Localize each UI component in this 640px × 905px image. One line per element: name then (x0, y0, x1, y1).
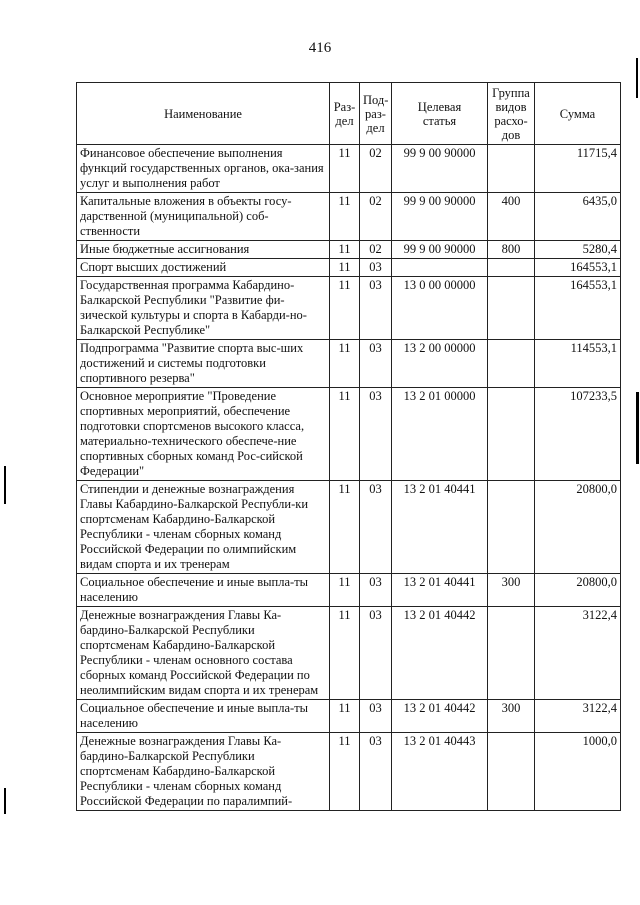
cell-summa: 164553,1 (535, 259, 621, 277)
cell-summa: 164553,1 (535, 277, 621, 340)
cell-podrazdel: 03 (360, 388, 392, 481)
cell-razdel: 11 (330, 241, 360, 259)
cell-razdel: 11 (330, 574, 360, 607)
cell-vid (488, 259, 535, 277)
cell-vid: 400 (488, 193, 535, 241)
cell-razdel: 11 (330, 340, 360, 388)
cell-summa: 20800,0 (535, 574, 621, 607)
cell-podrazdel: 02 (360, 145, 392, 193)
header-vid: Группа видов расхо- дов (488, 83, 535, 145)
cell-name: Государственная программа Кабардино-Балкарской Республики "Развитие фи-зической культуры и спорта в Кабарди-но-Балкарской Республике" (77, 277, 330, 340)
cell-razdel: 11 (330, 607, 360, 700)
table-row (77, 733, 621, 811)
table-row (77, 259, 621, 277)
cell-vid (488, 277, 535, 340)
cell-summa: 5280,4 (535, 241, 621, 259)
cell-summa: 20800,0 (535, 481, 621, 574)
cell-name: Социальное обеспечение и иные выпла-ты населению (77, 700, 330, 733)
cell-summa: 1000,0 (535, 733, 621, 811)
table-row (77, 193, 621, 241)
cell-vid (488, 607, 535, 700)
table-row (77, 340, 621, 388)
cell-summa: 107233,5 (535, 388, 621, 481)
cell-name: Подпрограмма "Развитие спорта выс-ших достижений и системы подготовки спортивного резерва" (77, 340, 330, 388)
cell-statya: 13 2 00 00000 (392, 340, 488, 388)
scan-artifact-top-right (636, 58, 638, 98)
cell-podrazdel: 02 (360, 193, 392, 241)
cell-name: Социальное обеспечение и иные выпла-ты населению (77, 574, 330, 607)
cell-statya: 13 2 01 40441 (392, 481, 488, 574)
cell-vid (488, 481, 535, 574)
header-summa: Сумма (535, 83, 621, 145)
scan-artifact-left-bottom (4, 788, 6, 814)
table-row (77, 481, 621, 574)
table-row (77, 607, 621, 700)
cell-summa: 6435,0 (535, 193, 621, 241)
cell-vid (488, 388, 535, 481)
scan-artifact-left (4, 466, 6, 504)
cell-statya: 13 2 01 40441 (392, 574, 488, 607)
cell-summa: 3122,4 (535, 607, 621, 700)
cell-vid: 300 (488, 700, 535, 733)
cell-razdel: 11 (330, 145, 360, 193)
cell-name: Денежные вознаграждения Главы Ка-бардино-Балкарской Республики спортсменам Кабардино-Балкарской Республики - членам сборных команд Российской Федерации по паралимпий- (77, 733, 330, 811)
cell-podrazdel: 02 (360, 241, 392, 259)
cell-statya: 99 9 00 90000 (392, 193, 488, 241)
cell-podrazdel: 03 (360, 340, 392, 388)
cell-razdel: 11 (330, 733, 360, 811)
cell-vid (488, 733, 535, 811)
cell-razdel: 11 (330, 259, 360, 277)
cell-name: Капитальные вложения в объекты госу-дарственной (муниципальной) соб-ственности (77, 193, 330, 241)
cell-statya (392, 259, 488, 277)
cell-statya: 13 2 01 00000 (392, 388, 488, 481)
table-header (77, 83, 621, 145)
cell-statya: 13 0 00 00000 (392, 277, 488, 340)
cell-statya: 99 9 00 90000 (392, 145, 488, 193)
cell-vid (488, 145, 535, 193)
header-row (77, 83, 621, 145)
cell-summa: 3122,4 (535, 700, 621, 733)
cell-statya: 13 2 01 40443 (392, 733, 488, 811)
cell-statya: 13 2 01 40442 (392, 700, 488, 733)
cell-podrazdel: 03 (360, 700, 392, 733)
table-row (77, 241, 621, 259)
header-razdel: Раз- дел (330, 83, 360, 145)
cell-statya: 99 9 00 90000 (392, 241, 488, 259)
table-row (77, 574, 621, 607)
budget-table (76, 82, 621, 811)
cell-name: Иные бюджетные ассигнования (77, 241, 330, 259)
cell-name: Денежные вознаграждения Главы Ка-бардино-Балкарской Республики спортсменам Кабардино-Балкарской Республики - членам основного состава сборных команд Российской Федерации по неолимпийским видам спорта и их тренерам (77, 607, 330, 700)
cell-summa: 11715,4 (535, 145, 621, 193)
cell-podrazdel: 03 (360, 259, 392, 277)
table-row (77, 388, 621, 481)
cell-summa: 114553,1 (535, 340, 621, 388)
cell-podrazdel: 03 (360, 607, 392, 700)
cell-razdel: 11 (330, 481, 360, 574)
table-body (77, 145, 621, 811)
table-row (77, 145, 621, 193)
page-number: 416 (308, 40, 332, 56)
cell-razdel: 11 (330, 277, 360, 340)
header-name: Наименование (77, 83, 330, 145)
cell-vid: 800 (488, 241, 535, 259)
cell-razdel: 11 (330, 700, 360, 733)
cell-name: Спорт высших достижений (77, 259, 330, 277)
table-row (77, 277, 621, 340)
cell-name: Основное мероприятие "Проведение спортивных мероприятий, обеспечение подготовки спортсменов высокого класса, материально-технического обеспече-ние спортивных сборных команд Рос-сийской Федерации" (77, 388, 330, 481)
header-statya: Целевая статья (392, 83, 488, 145)
cell-statya: 13 2 01 40442 (392, 607, 488, 700)
cell-razdel: 11 (330, 388, 360, 481)
cell-razdel: 11 (330, 193, 360, 241)
cell-podrazdel: 03 (360, 733, 392, 811)
scan-artifact-right (636, 392, 639, 464)
cell-podrazdel: 03 (360, 481, 392, 574)
cell-name: Стипендии и денежные вознаграждения Главы Кабардино-Балкарской Республи-ки спортсменам Кабардино-Балкарской Республики - членам сборных команд Российской Федерации по олимпийским видам спорта и их тренерам (77, 481, 330, 574)
cell-podrazdel: 03 (360, 574, 392, 607)
header-podrazdel: Под- раз- дел (360, 83, 392, 145)
cell-vid: 300 (488, 574, 535, 607)
cell-name: Финансовое обеспечение выполнения функций государственных органов, ока-зания услуг и выполнения работ (77, 145, 330, 193)
table-row (77, 700, 621, 733)
cell-vid (488, 340, 535, 388)
cell-podrazdel: 03 (360, 277, 392, 340)
